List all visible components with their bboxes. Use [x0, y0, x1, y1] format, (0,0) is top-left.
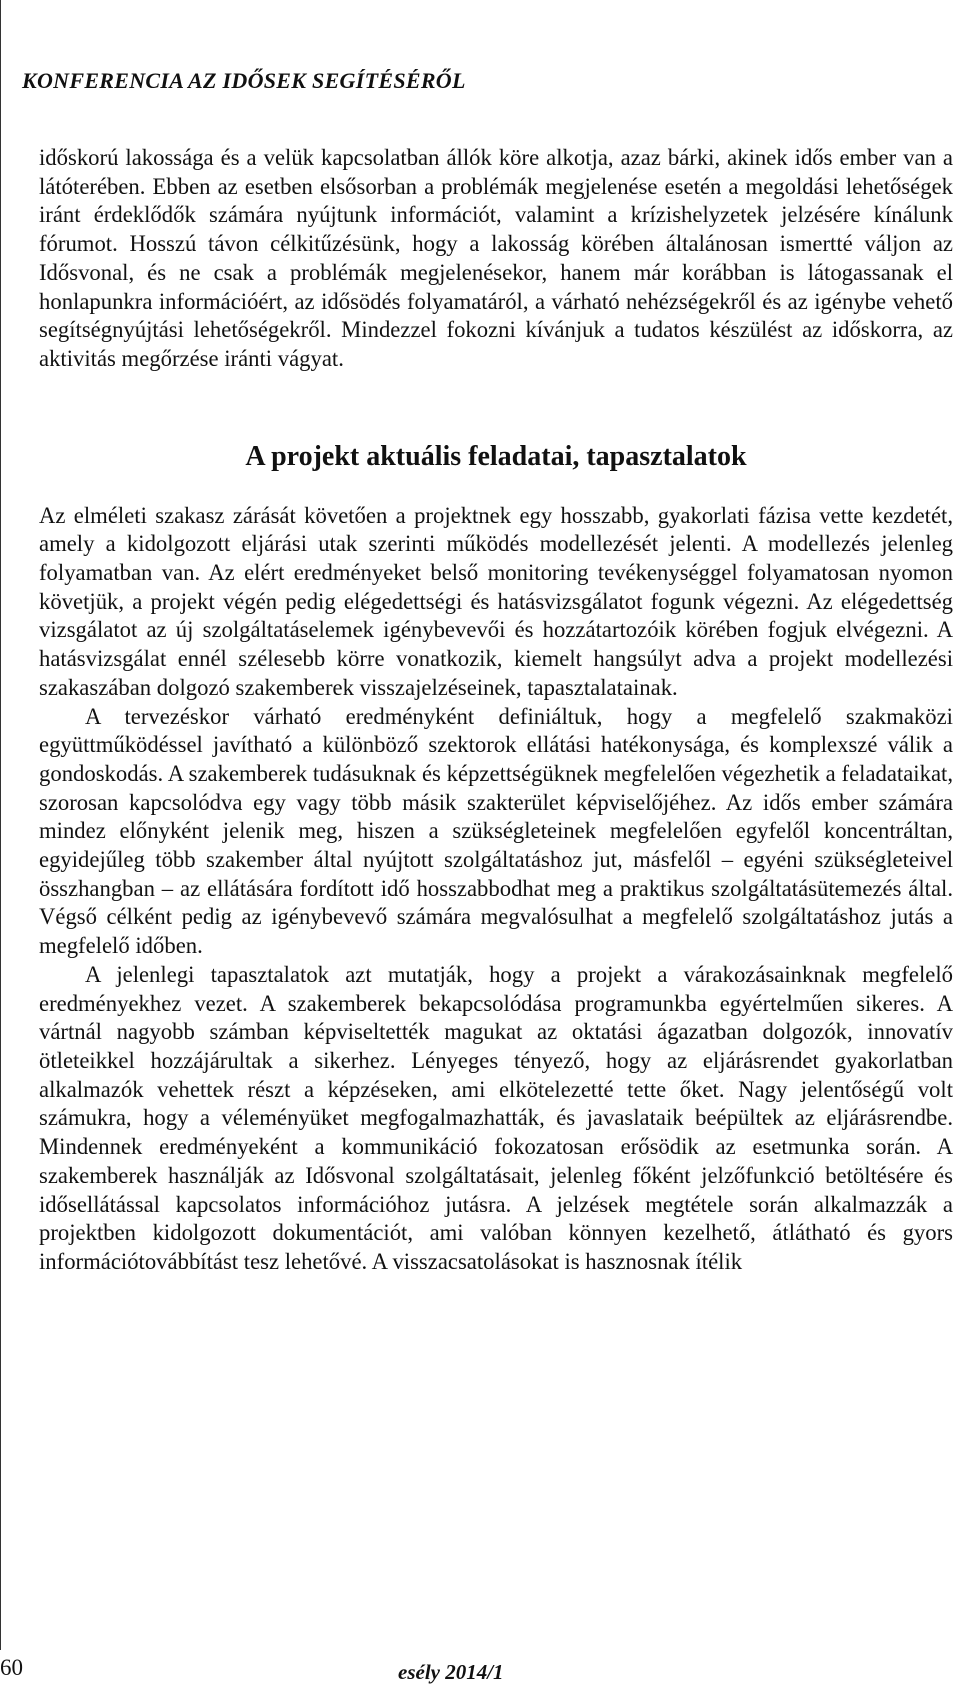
- running-header-title: KONFERENCIA AZ IDŐSEK SEGÍTÉSÉRŐL: [22, 68, 466, 93]
- page-number: 60: [0, 1655, 23, 1680]
- page-margin-rule: [0, 0, 1, 1650]
- body-paragraph-1: Az elméleti szakasz zárását követően a projektnek egy hosszabb, gyakorlati fázisa vette kezdetét, amely a kidolgozott eljárási utak szerinti működés modellezését jelenti. A modellezés jelenleg folyamatban van. Az elért eredményeket belső monitoring tevékenységgel folyamatosan nyomon követjük, a projekt végén pedig elégedettségi és hatásvizsgálatot fogunk végezni. Az elégedettség vizsgálatot az új szolgáltatáselemek igénybevevői és hozzátartozóik körében fogjuk elvégezni. A hatásvizsgálat ennél szélesebb körre vonatkozik, kiemelt hangsúlyt adva a projekt modellezési szakaszában dolgozó szakemberek visszajelzéseinek, tapasztalatainak.: [39, 502, 953, 700]
- intro-paragraph: időskorú lakossága és a velük kapcsolatban állók köre alkotja, azaz bárki, akinek idős ember van a látóterében. Ebben az esetben elsősorban a problémák megjelenése esetén a megoldási lehetőségek iránt érdeklődők számára nyújtunk információt, valamint a krízishelyzetek jelzésére kínálunk fórumot. Hosszú távon célkitűzésünk, hogy a lakosság körében általánosan ismertté váljon az Idősvonal, és ne csak a problémák megjelenésekor, hanem már korábban is látogassanak el honlapunkra információért, az idősödés folyamatáról, a várható nehézségekről és az igénybe vehető segítségnyújtási lehetőségekről. Mindezzel fokozni kívánjuk a tudatos készülést az időskorra, az aktivitás megőrzése iránti vágyat.: [39, 145, 953, 371]
- body-paragraph-2: A tervezéskor várható eredményként definiáltuk, hogy a megfelelő szakmaközi együttműködéssel javítható a különböző szektorok ellátási hatékonysága, és komplexszé válik a gondoskodás. A szakemberek tudásuknak és képzettségüknek megfelelően végezhetik a feladataikat, szorosan kapcsolódva egy vagy több másik szakterület képviselőjéhez. Az idős ember számára mindez előnyként jelenik meg, hiszen a szükségleteinek megfelelően egyfelől koncentráltan, egyidejűleg több szakember által nyújtott szolgáltatáshoz jut, másfelől – egyéni szükségleteivel összhangban – az ellátására fordított idő hosszabbodhat meg a praktikus szolgáltatásütemezés által. Végső célként pedig az igénybevevő számára megvalósulhat a megfelelő szolgáltatáshoz jutás a megfelelő időben.: [39, 703, 953, 959]
- body-paragraph-3: A jelenlegi tapasztalatok azt mutatják, hogy a projekt a várakozásainknak megfelelő eredményekhez vezet. A szakemberek bekapcsolódása programunkba egyértelműen sikeres. A vártnál nagyobb számban képviseltették magukat az oktatási ágazatban dolgozók, innovatív ötleteikkel hozzájárultak a sikerhez. Lényeges tényező, hogy az eljárásrendet gyakorlatban alkalmazók vehettek részt a képzéseken, ami elkötelezetté tette őket. Nagy jelentőségű volt számukra, hogy a véleményüket megfogalmazhatták, és javaslataik beépültek az eljárásrendbe. Mindennek eredményeként a kommunikáció fokozatosan erősödik az esetmunka során. A szakemberek használják az Idősvonal szolgáltatásait, jelenleg főként jelzőfunkció betöltésére és idősellátással kapcsolatos információhoz jutásra. A jelzések megtétele során alkalmazzák a projektben kidolgozott dokumentációt, ami valóban könnyen kezelhető, átlátható és gyors információtovábbítást tesz lehetővé. A visszacsatolásokat is hasznosnak ítélik: [39, 961, 953, 1274]
- article-body: [39, 144, 953, 1277]
- journal-footer: esély 2014/1: [398, 1660, 504, 1684]
- section-heading: A projekt aktuális feladatai, tapasztalatok: [245, 440, 747, 472]
